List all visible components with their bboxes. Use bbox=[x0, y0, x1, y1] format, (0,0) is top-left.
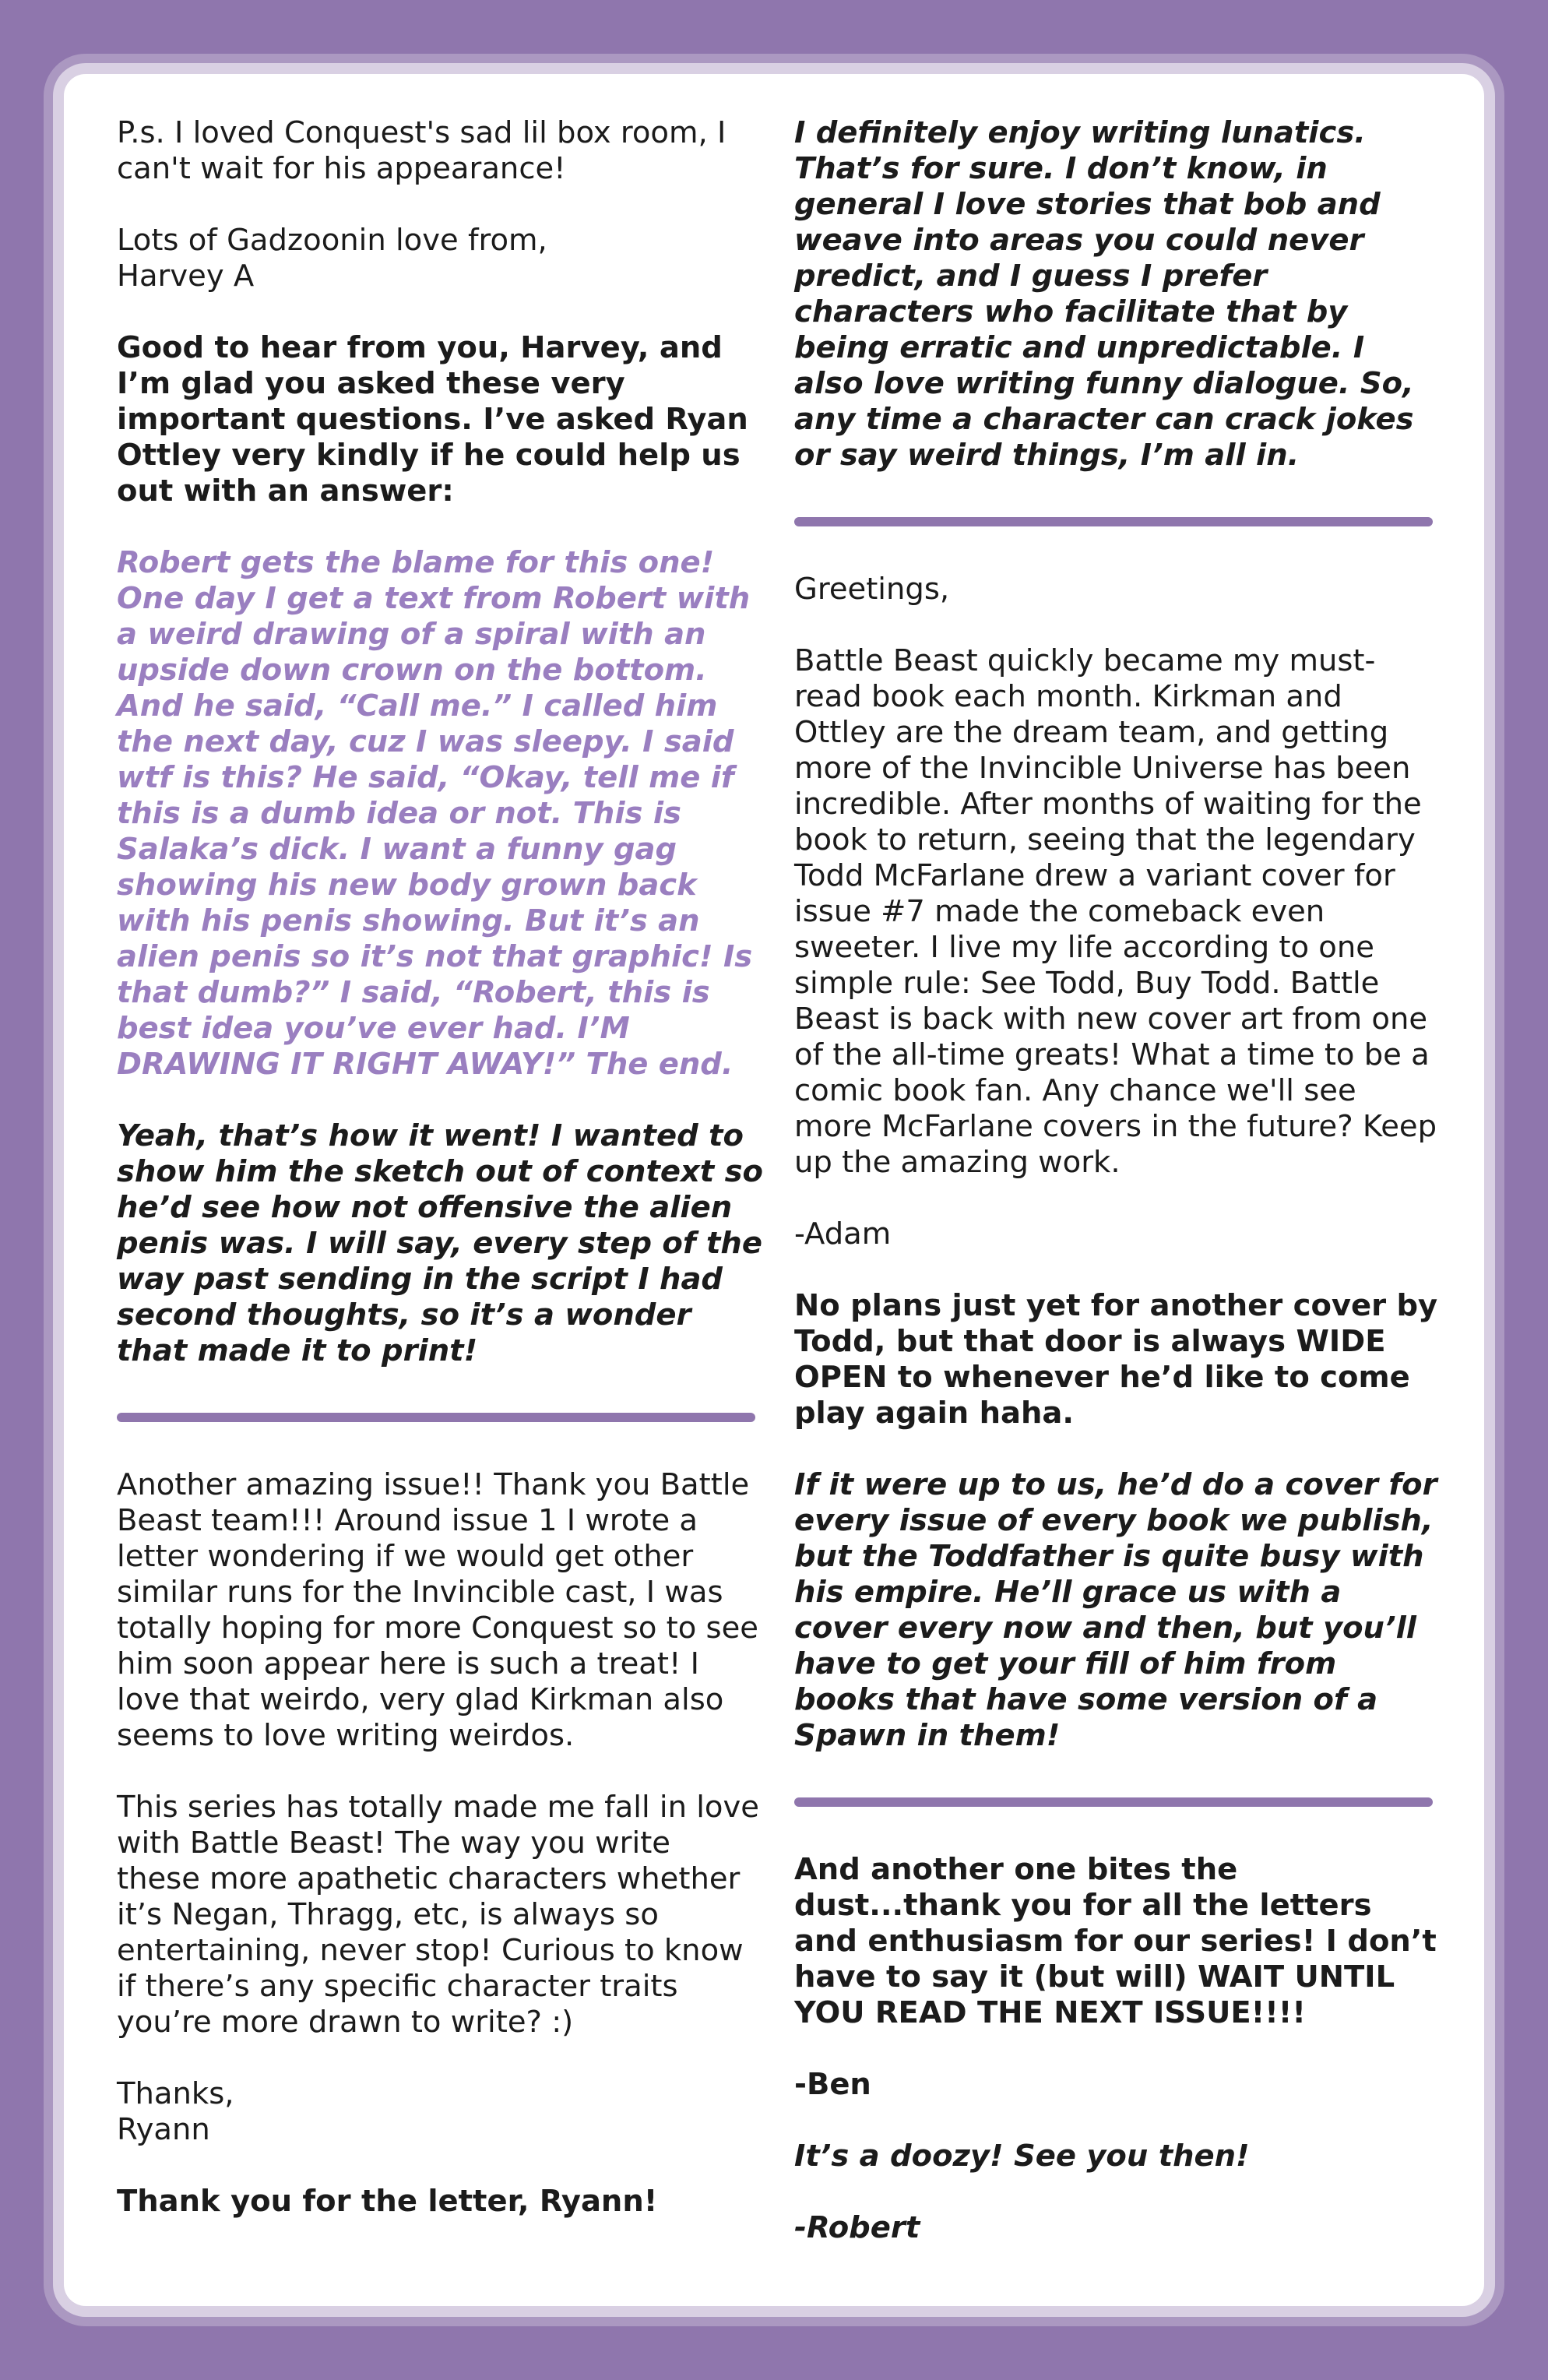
editor-reply-2: Thank you for the letter, Ryann! bbox=[117, 2184, 658, 2219]
letter-2-paragraph-2: This series has totally made me fall in love with Battle Beast! The way you write these more apathetic characters whether it’s Negan, Thragg, etc, is always so entertaining, never stop! Curious to know if there’s any specific character traits you’re more drawn to write? :) bbox=[117, 1790, 759, 2040]
left-column bbox=[117, 115, 763, 2255]
section-divider bbox=[794, 1797, 1433, 1807]
closing-message: And another one bites the dust...thank you for all the letters and enthusiasm for our series! I don’t have to say it (but will) WAIT UNTIL YOU READ THE NEXT ISSUE!!!! bbox=[794, 1852, 1437, 2030]
letter-2-signoff: Thanks, bbox=[117, 2076, 234, 2111]
robert-answer: Yeah, that’s how it went! I wanted to show him the sketch out of context so he’d see how not offensive the alien penis was. I will say, every step of the way past sending in the script I had second thoughts, so it’s a wonder that made it to print! bbox=[117, 1118, 763, 1368]
closing-sign-robert: -Robert bbox=[794, 2210, 920, 2245]
editor-reply-1: Good to hear from you, Harvey, and I’m glad you asked these very important questions. I’ve asked Ryan Ottley very kindly if he could help us out with an answer: bbox=[117, 330, 748, 509]
letter-3-greeting: Greetings, bbox=[794, 572, 950, 607]
closing-sign-ben: -Ben bbox=[794, 2067, 871, 2102]
section-divider bbox=[794, 517, 1433, 526]
letter-3-author: -Adam bbox=[794, 1216, 892, 1252]
letter-2-paragraph-1: Another amazing issue!! Thank you Battle Beast team!!! Around issue 1 I wrote a letter wondering if we would get other similar runs for the Invincible cast, I was totally hoping for more Conquest so to see him soon appear here is such a treat! I love that weirdo, very glad Kirkman also seems to love writing weirdos. bbox=[117, 1467, 758, 1753]
letter-2-author: Ryann bbox=[117, 2112, 210, 2147]
closing-robert: It’s a doozy! See you then! bbox=[794, 2139, 1250, 2174]
editor-reply-3: No plans just yet for another cover by Todd, but that door is always WIDE OPEN to whenever he’d like to come play again haha. bbox=[794, 1288, 1438, 1431]
kirkman-answer: I definitely enjoy writing lunatics. That’s for sure. I don’t know, in general I love stories that bob and weave into areas you could never predict, and I guess I prefer characters who facilitate that by being erratic and unpredictable. I also love writing funny dialogue. So, any time a character can crack jokes or say weird things, I’m all in. bbox=[794, 115, 1414, 473]
right-column bbox=[794, 115, 1441, 2282]
ottley-answer: Robert gets the blame for this one! One day I get a text from Robert with a weird drawing of a spiral with an upside down crown on the bottom. And he said, “Call me.” I called him the next day, cuz I was sleepy. I said wtf is this? He said, “Okay, tell me if this is a dumb idea or not. This is Salaka’s dick. I want a funny gag showing his new body grown back with his penis showing. But it’s an alien penis so it’s not that graphic! Is that dumb?” I said, “Robert, this is best idea you’ve ever had. I’M DRAWING IT RIGHT AWAY!” The end. bbox=[117, 545, 753, 1082]
letter-1-signoff: Lots of Gadzoonin love from, bbox=[117, 223, 547, 258]
section-divider bbox=[117, 1413, 755, 1422]
letter-3-body: Battle Beast quickly became my must-read book each month. Kirkman and Ottley are the dream team, and getting more of the Invincible Universe has been incredible. After months of waiting for the book to return, seeing that the legendary Todd McFarlane drew a variant cover for issue #7 made the comeback even sweeter. I live my life according to one simple rule: See Todd, Buy Todd. Battle Beast is back with new cover art from one of the all-time greats! What a time to be a comic book fan. Any chance we'll see more McFarlane covers in the future? Keep up the amazing work. bbox=[794, 643, 1437, 1180]
letter-1-postscript: P.s. I loved Conquest's sad lil box room, I can't wait for his appearance! bbox=[117, 115, 727, 186]
letter-1-author: Harvey A bbox=[117, 259, 255, 294]
robert-reply-3: If it were up to us, he’d do a cover for every issue of every book we publish, but the Toddfather is quite busy with his empire. He’ll grace us with a cover every now and then, but you’ll have to get your fill of him from books that have some version of a Spawn in them! bbox=[794, 1467, 1437, 1753]
